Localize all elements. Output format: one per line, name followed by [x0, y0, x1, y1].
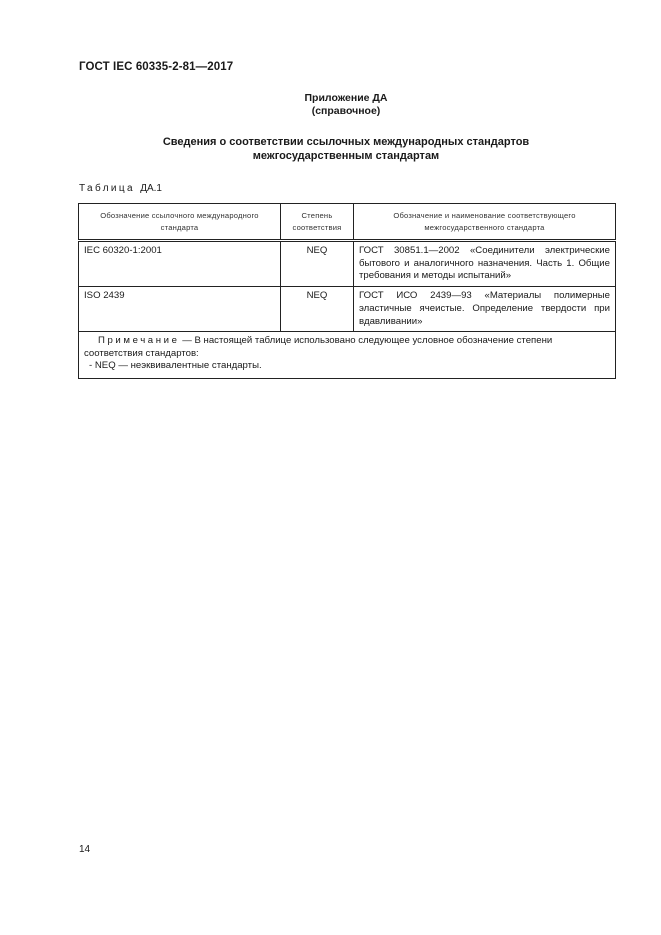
table-header-row: [79, 204, 616, 241]
document-code: ГОСТ IEC 60335-2-81—2017: [79, 61, 234, 73]
table-note-row: [79, 332, 616, 379]
section-title-line-1: Сведения о соответствии ссылочных международных стандартов: [162, 136, 530, 148]
section-title: [0, 135, 661, 163]
table-row: [79, 287, 616, 332]
table-caption: [79, 183, 162, 194]
annex-heading: [0, 92, 661, 118]
cell-degree: NEQ: [281, 241, 354, 287]
annex-title: Приложение ДА: [304, 92, 388, 104]
note-item: - NEQ — неэквивалентные стандарты.: [89, 360, 262, 372]
annex-status: (справочное): [311, 105, 381, 117]
column-header-interstate: Обозначение и наименование соответствующего межгосударственного стандарта: [354, 204, 616, 241]
cell-interstate: ГОСТ 30851.1—2002 «Соединители электрические бытового и аналогичного назначения. Часть 1. Общие требования и методы испытаний»: [354, 241, 616, 287]
page-number: 14: [79, 844, 91, 855]
cell-reference: ISO 2439: [79, 287, 281, 332]
cell-interstate: ГОСТ ИСО 2439—93 «Материалы полимерные эластичные ячеистые. Определение твердости при вдавливании»: [354, 287, 616, 332]
table-caption-number: ДА.1: [140, 183, 162, 194]
correspondence-table: [78, 203, 616, 379]
note-text: — В настоящей таблице использовано следующее условное обозначение степени соответствия стандартов:: [84, 335, 553, 359]
note-lead: Примечание: [98, 335, 180, 347]
table-row: [79, 241, 616, 287]
table-caption-word: Таблица: [79, 183, 136, 194]
column-header-degree: Степень соответствия: [281, 204, 354, 241]
cell-degree: NEQ: [281, 287, 354, 332]
column-header-reference: Обозначение ссылочного международного стандарта: [79, 204, 281, 241]
section-title-line-2: межгосударственным стандартам: [252, 150, 440, 162]
cell-reference: IEC 60320-1:2001: [79, 241, 281, 287]
table-note: [79, 332, 616, 379]
